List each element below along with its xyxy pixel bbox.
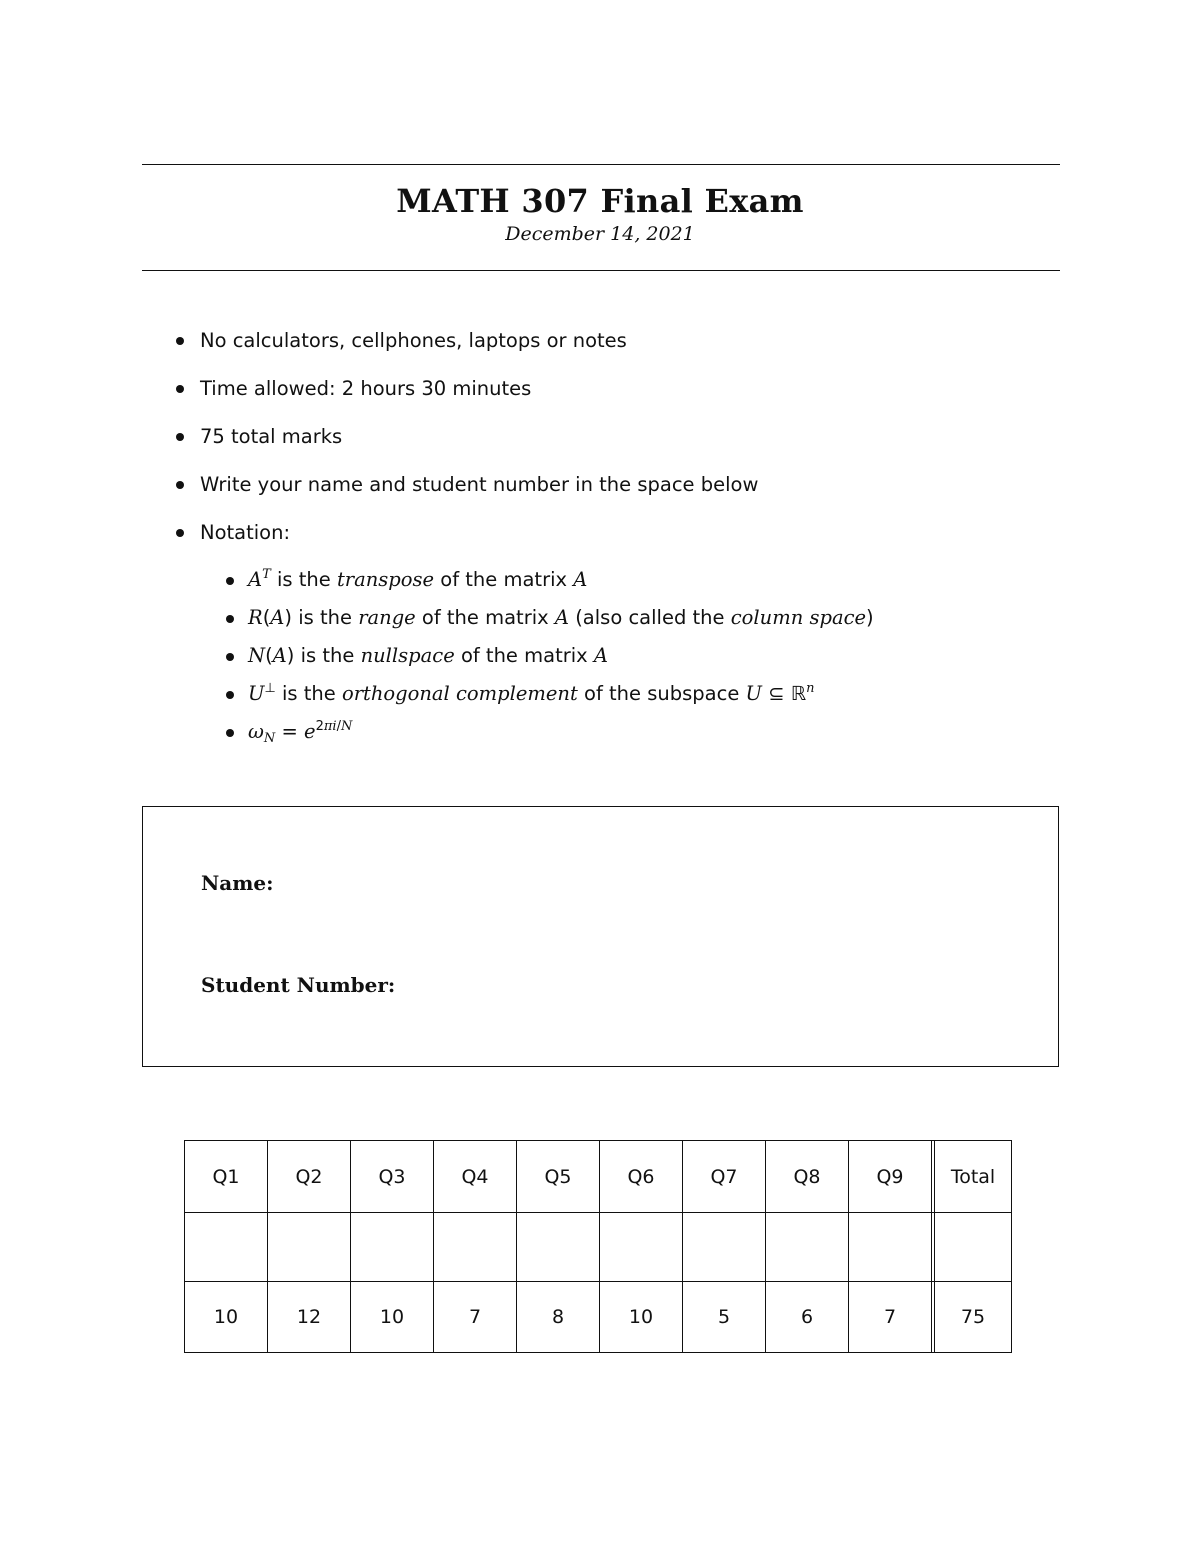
score-cell: [766, 1213, 849, 1282]
question-header: Q8: [766, 1141, 849, 1213]
top-rule: [142, 164, 1060, 165]
score-cell: [351, 1213, 434, 1282]
bullet-icon: [176, 385, 184, 393]
question-header: Q4: [434, 1141, 517, 1213]
exam-date: December 14, 2021: [505, 223, 695, 245]
total-score-cell: [935, 1213, 1012, 1282]
marks-cell: 7: [434, 1282, 517, 1353]
instruction-marks: 75 total marks: [200, 425, 343, 448]
identity-box: [142, 806, 1059, 1067]
notation-nullspace: N(A) is the nullspace of the matrix A: [248, 644, 608, 667]
sub-bullet-icon: [226, 729, 234, 737]
bullet-icon: [176, 481, 184, 489]
sub-bullet-icon: [226, 691, 234, 699]
instruction-time: Time allowed: 2 hours 30 minutes: [200, 377, 532, 400]
marks-cell: 10: [351, 1282, 434, 1353]
marks-cell: 7: [849, 1282, 932, 1353]
notation-range: R(A) is the range of the matrix A (also called the column space): [248, 606, 874, 629]
sub-bullet-icon: [226, 577, 234, 585]
total-header: Total: [935, 1141, 1012, 1213]
notation-omega: $\omega_N = e^{2\pi i/N}$: [248, 719, 353, 746]
question-header: Q6: [600, 1141, 683, 1213]
question-header: Q9: [849, 1141, 932, 1213]
score-cell: [434, 1213, 517, 1282]
question-header: Q5: [517, 1141, 600, 1213]
name-label: Name:: [201, 871, 274, 895]
total-marks-cell: 75: [935, 1282, 1012, 1353]
question-header: Q3: [351, 1141, 434, 1213]
table-row: [185, 1213, 1012, 1282]
marks-cell: 8: [517, 1282, 600, 1353]
marks-cell: 6: [766, 1282, 849, 1353]
score-cell: [185, 1213, 268, 1282]
instruction-notation: Notation:: [200, 521, 291, 544]
table-row: [185, 1141, 1012, 1213]
score-cell: [683, 1213, 766, 1282]
question-header: Q7: [683, 1141, 766, 1213]
bullet-icon: [176, 529, 184, 537]
marks-cell: 10: [600, 1282, 683, 1353]
table-row: [185, 1282, 1012, 1353]
bullet-icon: [176, 433, 184, 441]
question-header: Q1: [185, 1141, 268, 1213]
sub-bullet-icon: [226, 615, 234, 623]
notation-transpose: $A^T$ is the transpose of the matrix A: [248, 567, 588, 591]
sub-bullet-icon: [226, 653, 234, 661]
student-number-label: Student Number:: [201, 973, 396, 997]
score-cell: [517, 1213, 600, 1282]
notation-orthogonal: U⊥ is the orthogonal complement of the subspace U ⊆ ℝ$^n$: [248, 681, 815, 705]
instruction-no-aids: No calculators, cellphones, laptops or notes: [200, 329, 627, 352]
score-cell: [600, 1213, 683, 1282]
instruction-name: Write your name and student number in the space below: [200, 473, 759, 496]
marks-cell: 12: [268, 1282, 351, 1353]
score-table: [184, 1140, 1012, 1353]
marks-cell: 5: [683, 1282, 766, 1353]
bullet-icon: [176, 337, 184, 345]
marks-cell: 10: [185, 1282, 268, 1353]
exam-title: MATH 307 Final Exam: [396, 182, 804, 220]
score-cell: [849, 1213, 932, 1282]
score-cell: [268, 1213, 351, 1282]
question-header: Q2: [268, 1141, 351, 1213]
bottom-rule: [142, 270, 1060, 271]
